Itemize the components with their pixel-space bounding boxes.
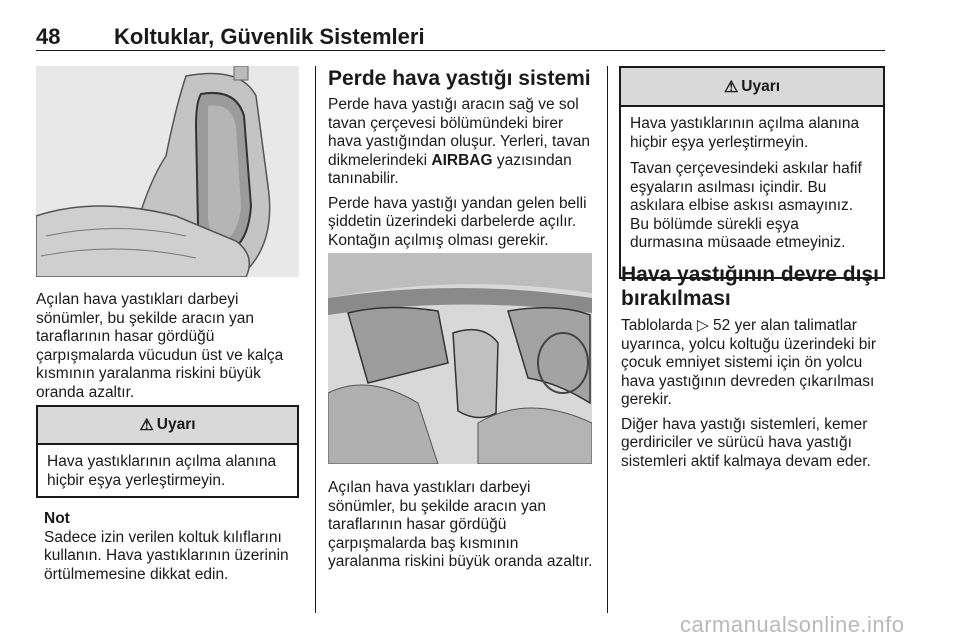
warning-text-1: Hava yastıklarının açılma alanına hiçbir eşya yerleştirmeyin.	[630, 115, 860, 151]
page-title: Koltuklar, Güvenlik Sistemleri	[114, 24, 425, 49]
seat-airbag-caption: Açılan hava yastıkları darbeyi sönümler, bu şekilde aracın yan taraflarının hasar gördüğü çarpışmalarda vücudun üst ve kalça kısmının yaralanma riskini büyük oranda azaltır.	[36, 291, 284, 401]
curtain-airbag-heading: Perde hava yastığı sistemi	[328, 67, 591, 90]
watermark: carmanualsonline.info	[680, 612, 905, 637]
airbag-deactivation-heading: Hava yastığının devre dışı bırakılması	[621, 263, 879, 310]
airbag-label: AIRBAG	[431, 151, 493, 169]
page-number: 48	[36, 24, 61, 49]
curtain-airbag-paragraph-1: Perde hava yastığı aracın sağ ve sol tavan çerçevesi bölümündeki birer hava yastığından oluşur. Yerleri, tavan dikmelerindeki AIRBAG yazısından tanınabilir.	[328, 96, 590, 187]
warning-triangle-icon: ⚠	[723, 78, 739, 96]
column-divider-1	[315, 66, 316, 613]
curtain-airbag-illustration	[328, 253, 592, 464]
warning-header	[621, 68, 883, 107]
warning-triangle-icon: ⚠	[139, 417, 154, 434]
note-title: Not	[44, 510, 70, 527]
warning-label: Uyarı	[156, 416, 196, 433]
warning-box-2	[619, 66, 885, 279]
warning-label: Uyarı	[741, 77, 781, 95]
curtain-airbag-caption: Açılan hava yastıkları darbeyi sönümler, bu şekilde aracın yan taraflarının hasar gördüğü çarpışmalarda baş kısmının yaralanma riskini büyük oranda azaltır.	[328, 479, 593, 570]
warning-header	[38, 407, 297, 445]
warning-text: Hava yastıklarının açılma alanına hiçbir eşya yerleştirmeyin.	[47, 453, 277, 489]
airbag-deactivation-paragraph-1: Tablolarda ▷ 52 yer alan talimatlar uyarınca, yolcu koltuğu üzerindeki bir çocuk emniyet sistemi için ön yolcu hava yastığının devreden çıkarılması gerekir.	[621, 317, 877, 408]
airbag-deactivation-paragraph-2: Diğer hava yastığı sistemleri, kemer gerdiriciler ve sürücü hava yastığı sistemleri aktif kalmaya devam eder.	[621, 415, 871, 470]
warning-text-2: Tavan çerçevesindeki askılar hafif eşyaların asılması içindir. Bu askılara elbise askısı asmayınız. Bu bölümde sürekli eşya durmasına müsaade etmeyiniz.	[630, 160, 862, 251]
page-reference-icon: ▷	[696, 317, 709, 334]
header-rule	[36, 50, 885, 51]
warning-box-1	[36, 405, 299, 498]
curtain-airbag-paragraph-2: Perde hava yastığı yandan gelen belli şiddetin üzerindeki darbelerde açılır. Kontağın açılmış olması gerekir.	[328, 194, 587, 249]
side-airbag-seat-illustration	[36, 66, 299, 277]
column-divider-2	[607, 66, 608, 613]
note-text: Sadece izin verilen koltuk kılıflarını kullanın. Hava yastıklarının üzerinin örtülmemesine dikkat edin.	[44, 528, 289, 583]
